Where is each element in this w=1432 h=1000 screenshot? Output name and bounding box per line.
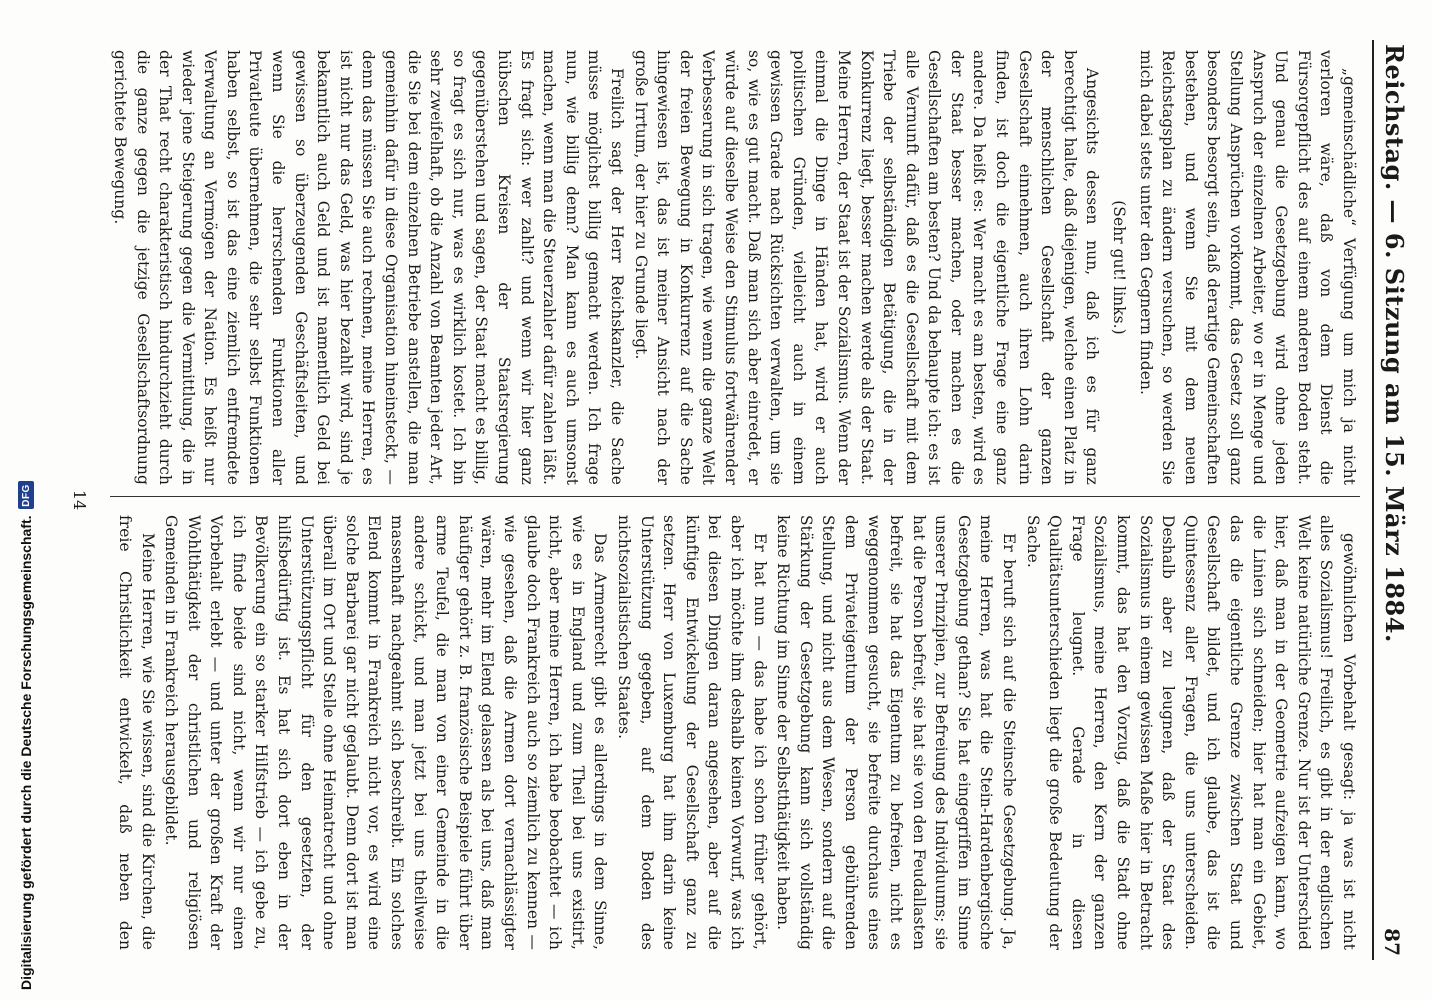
paragraph: „gemeinschädliche“ Verfügung um mich ja nicht verloren wäre, daß von dem Dienst die Fürsorgepflicht des auf einem anderen Boden steht. Und genau die Gesetzgebung wird ohne jeden Anspruch der einzelnen Arbeiter, wo er in Menge und Stellung Ansprüchen vorkommt, das Gesetz soll ganz besonders besorgt sein, daß derartige Gemeinschaften bestehen, und wenn Sie mit dem neuen Reichstagsplan zu ändern versuchen, so werden Sie mich dabei stets unter den Gegnern finden.: [1136, 50, 1358, 485]
footer-page-marker: 14: [70, 489, 89, 511]
paragraph: Das Armenrecht gibt es allerdings in dem Sinne, wie es in England und zum Theil bei uns existirt, nicht, aber meine Herren, ich habe beobachtet — ich glaube doch Frankreich auch so ziemlich zu kennen — wie gesehen, daß die Armen dort vernachlässigter wären, mehr im Elend gelassen als bei uns, daß man häufiger gehört z. B. französische Beispiele führt über arme Teufel, die man von einer Gemeinde in die andere schickt, und man jetzt bei uns theilweise massenhaft nachgeahmt sich beschreibt. Ein solches Elend kommt in Frankreich nicht vor, es wird eine solche Barbarei gar nicht geglaubt. Denn dort ist man überall im Ort und Stelle ohne Heimatrecht und ohne Unterstützungspflicht für den gesetzten, der hilfsbedürftig ist. Es hat sich dort eben in der Bevölkerung ein so starker Hilfstrieb — ich gebe zu, ich finde beide sind nicht, wenn wir nur einen Vorbehalt erlebt — und unter der großen Kraft der Wohlthätigkeit der christlichen und religiösen Gemeinden in Frankreich herausgebildet.: [162, 515, 610, 950]
paragraph: Angesichts dessen nun, daß ich es für ganz berechtigt halte, daß diejenigen, welche einen Platz in der menschlichen Gesellschaft der ganzen Gesellschaft einnehmen, auch ihren Lohn darin finden, ist doch die eigentliche Frage eine ganz andere. Da heißt es: Wer macht es am besten, wird es der Staat besser machen, oder machen es die Gesellschaften am besten? Und da behaupte ich: es ist alle Vernunft dafür, daß es die Gesellschaft mit dem Triebe der selbständigen Betätigung, die in der Konkurrenz liegt, besser machen werde als der Staat. Meine Herren, der Staat ist der Sozialismus. Wenn der einmal die Dinge in Händen hat, wird er auch politischen Gründen, vielleicht auch in einem gewissen Grade nach Rücksichten verwalten, um sie so, wie es gut macht. Daß man sich aber einredet, er würde auf dieselbe Weise den Stimulus fortwährender Verbesserung in sich tragen, wie wenn die ganze Welt der freien Bewegung in Konkurrenz auf die Sache hingewiesen ist, das ist meiner Ansicht nach der große Irrtum, der hier zu Grunde liegt.: [631, 50, 1102, 485]
paragraph: Meine Herren, wie Sie wissen, sind die Kirchen, die freie Christlichkeit entwickelt, daß neben den: [115, 515, 157, 950]
page-number: 87: [1380, 928, 1404, 956]
running-title: Reichstag. — 6. Sitzung am 15. März 1884.: [1380, 44, 1409, 643]
paragraph: Freilich sagt der Herr Reichskanzler, die Sache müsse möglichst billig gemacht werden. Ich frage nun, wie billig denn? Man kann es auch umsonst machen, wenn man die Steuerzahler dafür zahlen läßt. Es fragt sich: wer zahlt? und wenn wir hier ganz hübschen Kreisen der Staatsregierung gegenüberstehen und sagen, der Staat macht es billig, so fragt es sich nur, was es wirklich kostet. Ich bin sehr zweifelhaft, ob die Anzahl von Beamten jeder Art, die Sie bei dem einzelnen Betriebe anstellen, die man gemeinhin dafür in diese Organisation hineinsteckt, — denn das müssen Sie auch rechnen, meine Herren, es ist nicht nur das Geld, was hier bezahlt wird, sind je bekanntlich auch Geld und ist namentlich Geld bei gewissen so überzeugenden Geschäftsleiten, und wenn Sie die herrschenden Funktionen aller Privatleute übernehmen, die sehr selbst Funktionen haben selbst, so ist das eine ziemlich entfremdete Verwaltung an Vermögen der Nation. Es heißt nur wieder jene Steigerung gegen die Vermittlung, die in der That recht charakteristisch hindurchzieht durch die ganze gegen die jetzige Gesellschaftsordnung gerichtete Bewegung.: [110, 50, 626, 485]
credit-text: Digitalisierung gefördert durch die Deutsche Forschungsgemeinschaft.: [18, 515, 34, 990]
paragraph: Er beruft sich auf die Steinsche Gesetzgebung. Ja, meine Herren, was hat die Stein-Hardenbergische Gesetzgebung gethan? Sie hat eingegriffen im Sinne unserer Prinzipien, zur Befreiung des Individuums; sie hat die Person befreit, sie hat sie von den Feudallasten befreit, sie hat das Eigentum zu befreien, nicht es weggenommen gesucht, sie befreite durchaus eines dem Privateigentum der Person gebührenden Stellung, und nicht aus dem Wesen, sondern auf die Stärkung der Gesetzgebung kann sich vollständig keine Richtung im Sinne der Selbstthätigkeit haben.: [774, 515, 1019, 950]
left-text-column: [110, 50, 1360, 485]
paragraph: gewöhnlichen Vorbehalt gesagt: ja was ist nicht alles Sozialismus! Freilich, es gibt in der englischen Welt keine natürliche Grenze. Nur ist der Unterschied hier, daß man in der Geometrie aufzeigen kann, wo die Linien sich schneiden; hier hat man ein Gebiet, das die eigentliche Grenze zwischen Staat und Gesellschaft bildet, und ich glaube, das ist die Quintessenz aller Fragen, die uns unterscheiden. Deshalb aber zu leugnen, daß der Staat des Sozialismus in einem gewissen Maße hier in Betracht kommt, das hat den Vorzug, daß die Stadt ohne Sozialismus, meine Herren, den Kern der ganzen Frage leugnet. Gerade in diesen Qualitätsunterschieden liegt die große Bedeutung der Sache.: [1023, 515, 1358, 950]
centered-note: (Sehr gut! links.): [1110, 200, 1129, 335]
dfg-logo-icon: DFG: [18, 481, 34, 509]
paragraph: Er hat nun — das habe ich schon früher gehört, aber ich möchte ihm deshalb keinen Vorwurf, was ich bei diesen Dingen daran angesehen, aber auf die künftige Entwickelung der Gesellschaft ganz zu setzen. Herr von Luxemburg hat ihm darin keine Unterstützung gegeben, auf dem Boden des nichtsozialistischen Staates.: [615, 515, 769, 950]
column-divider: [110, 496, 1360, 497]
right-text-column: [110, 515, 1360, 950]
digitization-credit: [14, 0, 38, 1000]
running-header: [1372, 40, 1414, 960]
